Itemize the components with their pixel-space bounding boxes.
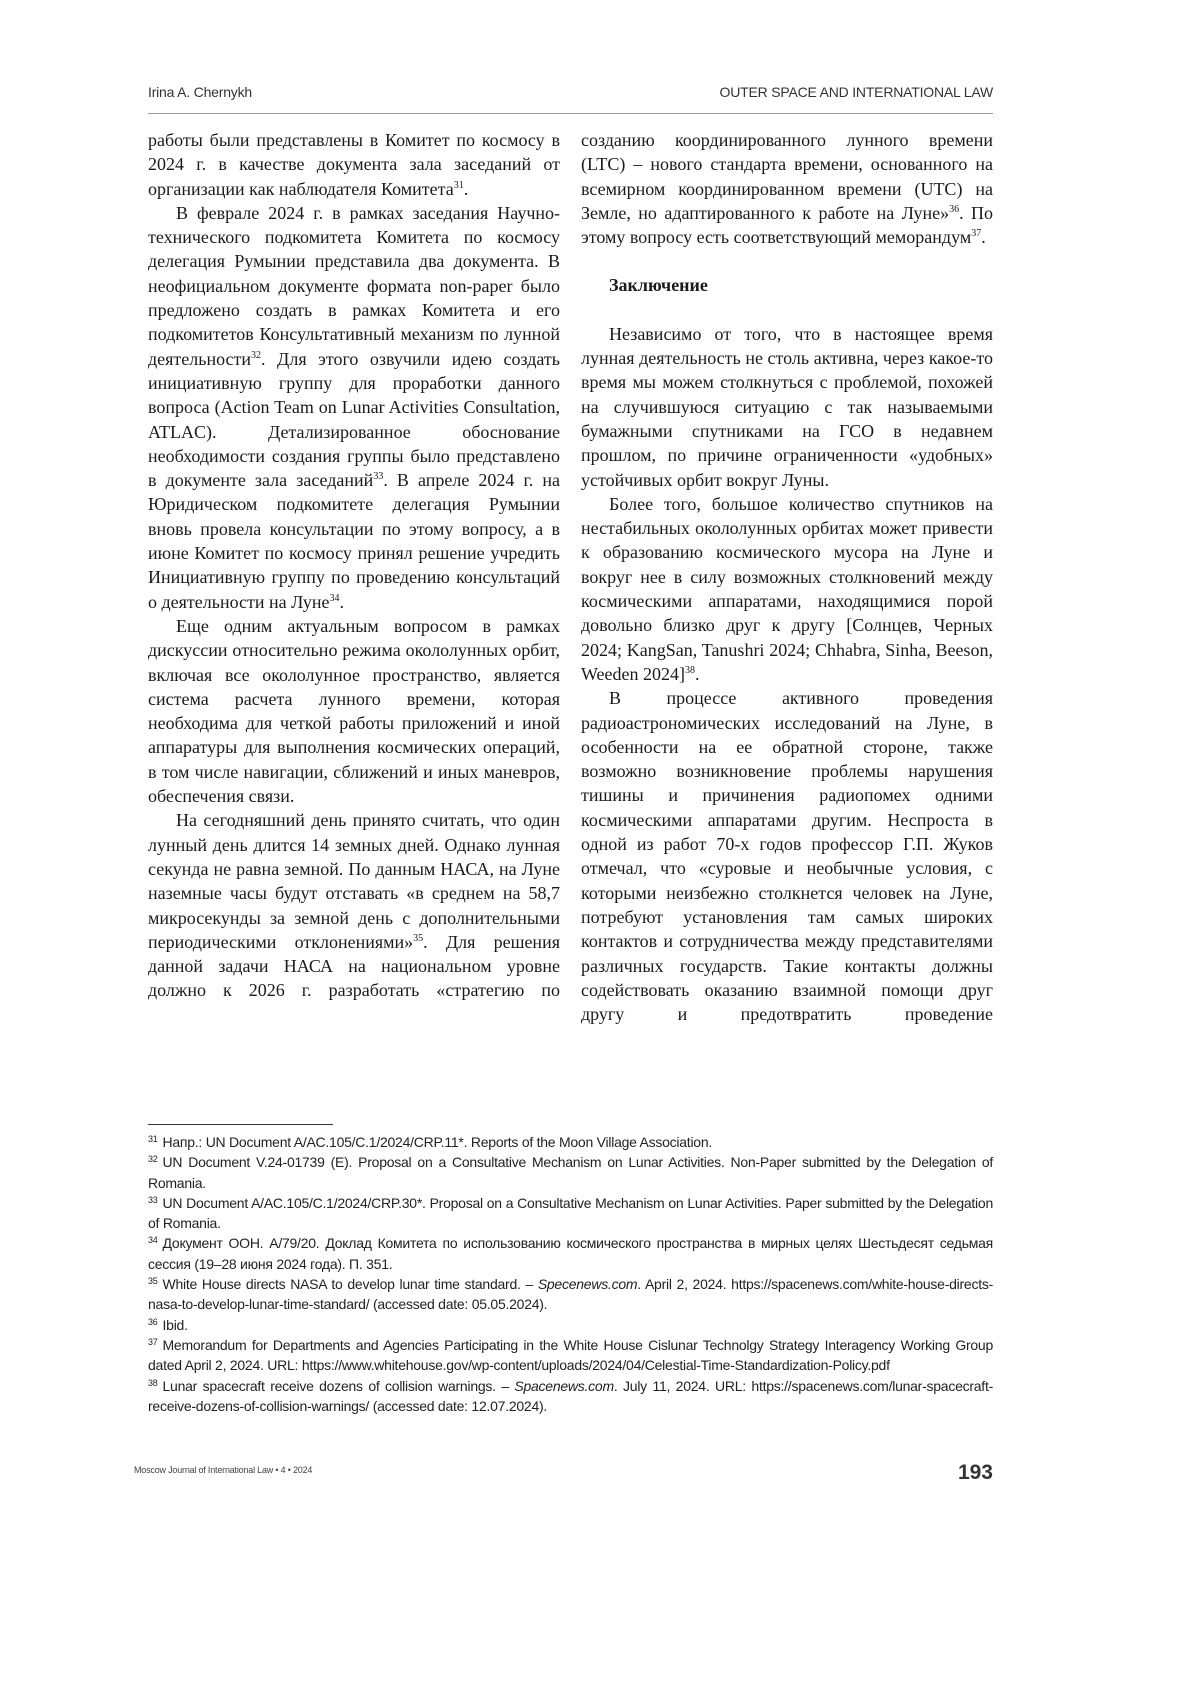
footnote-text[interactable]: Memorandum for Departments and Agencies Participating in the White House Cislunar Technolgy Strategy Interagency Working Group dated April 2, 2024. URL: https://www.whitehouse.gov/wp-content/uploads/2024/04/Celestial-Time-Standardization-Policy.pdf (148, 1337, 993, 1373)
paragraph (148, 128, 560, 201)
header-divider (148, 113, 993, 114)
footnote-number: 31 (148, 1134, 158, 1144)
footnote-text: Lunar spacecraft receive dozens of collision warnings. – (163, 1378, 515, 1394)
footnote-number: 37 (148, 1337, 158, 1347)
footnote-ref[interactable]: 33 (373, 471, 383, 482)
text: . В апреле 2024 г. на Юридическом подкомитете делегация Румынии вновь провела консультации по этому вопросу, а в июне Комитет по космосу принял решение учредить Инициативную группу по проведению консультаций о деятельности на Луне (148, 470, 560, 611)
footnote-ref[interactable]: 32 (251, 350, 261, 361)
footnote-divider (148, 1124, 333, 1125)
source-name: Specenews.com (538, 1276, 637, 1292)
paragraph: В процессе активного проведения радиоастрономических исследований на Луне, в особенности на ее обратной стороне, также возможно возникновение проблемы нарушения тишины и причинения радиопомех одними космическими аппаратами другим. Неспроста в одной из работ 70-х годов профессор Г.П. Жуков отмечал, что «суровые и необычные условия, с которыми неизбежно столкнется человек на Луне, потребуют установления там самых широких контактов и сотрудничества между представителями различных государств. Такие контакты должны содействовать оказанию взаимной помощи друг другу и предотвратить проведение (581, 686, 993, 1026)
footnotes (148, 1132, 993, 1416)
footnote (148, 1315, 993, 1335)
footnote-number: 33 (148, 1195, 158, 1205)
footnote-number: 32 (148, 1154, 158, 1164)
footnote-text: UN Document A/AC.105/C.1/2024/CRP.30*. Proposal on a Consultative Mechanism on Lunar Activities. Paper submitted by the Delegation of Romania. (148, 1195, 993, 1231)
footnote-number: 35 (148, 1276, 158, 1286)
footnote (148, 1193, 993, 1234)
text: . (464, 179, 469, 199)
text: В феврале 2024 г. в рамках заседания Научно-технического подкомитета Комитета по космосу делегация Румынии представила два документа. В неофициальном документе формата non-paper было предложено создать в рамках Комитета и его подкомитетов Консультативный механизм по лунной деятельности (148, 203, 560, 369)
running-header-author: Irina A. Chernykh (148, 84, 252, 100)
text: . По этому вопросу есть соответствующий меморандум (581, 203, 993, 247)
footnote-text: UN Document V.24-01739 (E). Proposal on a Consultative Mechanism on Lunar Activities. Non-Paper submitted by the Delegation of Romania. (148, 1154, 993, 1190)
footnote-ref[interactable]: 35 (413, 933, 423, 944)
paragraph (148, 201, 560, 614)
text: На сегодняшний день принято считать, что один лунный день длится 14 земных дней. Однако лунная секунда не равна земной. По данным НАСА, на Луне наземные часы будут отставать «в среднем на 58,7 микросекунды за земной день с дополнительными периодическими отклонениями» (148, 810, 560, 951)
footnote-text: White House directs NASA to develop lunar time standard. – (163, 1276, 538, 1292)
footnote-ref[interactable]: 34 (330, 593, 340, 604)
paragraph (581, 492, 993, 686)
paragraph (581, 128, 993, 249)
left-column (148, 128, 560, 1003)
running-header-section: OUTER SPACE AND INTERNATIONAL LAW (720, 84, 993, 100)
right-column (581, 128, 993, 1026)
footnote-text[interactable]: . July 11, 2024. URL: https://spacenews.com/lunar-spacecraft-receive-dozens-of-collision-warnings/ (accessed date: 12.07.2024). (148, 1378, 993, 1414)
footnote-ref[interactable]: 37 (971, 228, 981, 239)
footnote (148, 1132, 993, 1152)
footnote-ref[interactable]: 36 (949, 204, 959, 215)
page-number: 193 (958, 1461, 993, 1485)
journal-footer: Moscow Journal of International Law • 4 • 2024 (134, 1465, 312, 1475)
text: работы были представлены в Комитет по космосу в 2024 г. в качестве документа зала заседаний от организации как наблюдателя Комитета (148, 130, 560, 199)
section-heading: Заключение (609, 273, 993, 297)
footnote-text: Документ ООН. А/79/20. Доклад Комитета по использованию космического пространства в мирных целях Шестьдесят седьмая сессия (19–28 июня 2024 года). П. 351. (148, 1235, 993, 1271)
source-name: Spacenews.com (514, 1378, 613, 1394)
paragraph: Независимо от того, что в настоящее время лунная деятельность не столь активна, через какое-то время мы можем столкнуться с проблемой, похожей на случившуюся ситуацию с так называемыми бумажными спутниками на ГСО в недавнем прошлом, по причине ограниченности «удобных» устойчивых орбит вокруг Луны. (581, 322, 993, 492)
footnote-number: 38 (148, 1378, 158, 1388)
paragraph (148, 808, 560, 1002)
text: . Для решения данной задачи НАСА на национальном уровне должно к 2026 г. разработать «стратегию по (148, 932, 560, 1001)
paragraph: Еще одним актуальным вопросом в рамках дискуссии относительно режима окололунных орбит, включая все окололунное пространство, является система расчета лунного времени, которая необходима для четкой работы приложений и иной аппаратуры для выполнения космических операций, в том числе навигации, сближений и иных маневров, обеспечения связи. (148, 614, 560, 808)
footnote-text: Ibid. (163, 1317, 188, 1333)
footnote-number: 36 (148, 1317, 158, 1327)
footnote-ref[interactable]: 31 (454, 180, 464, 191)
footnote (148, 1152, 993, 1193)
footnote (148, 1335, 993, 1376)
text: . Для этого озвучили идею создать инициативную группу для проработки данного вопроса (Action Team on Lunar Activities Consultation, ATLAC). Детализированное обоснование необходимости создания группы было представлено в документе зала заседаний (148, 349, 560, 490)
text: Более того, большое количество спутников на нестабильных окололунных орбитах может привести к образованию космического мусора на Луне и вокруг нее в силу возможных столкновений между космическими аппаратами, находящимися порой довольно близко друг к другу [Солнцев, Черных 2024; KangSan, Tanushri 2024; Chhabra, Sinha, Beeson, Weeden 2024] (581, 494, 993, 684)
text: . (340, 592, 345, 612)
footnote (148, 1233, 993, 1274)
text: созданию координированного лунного времени (LTC) – нового стандарта времени, основанного на всемирном координированном времени (UTC) на Земле, но адаптированного к работе на Луне» (581, 130, 993, 223)
footnote-number: 34 (148, 1235, 158, 1245)
footnote-text[interactable]: . April 2, 2024. https://spacenews.com/white-house-directs-nasa-to-develop-lunar-time-standard/ (accessed date: 05.05.2024). (148, 1276, 993, 1312)
text: . (981, 227, 986, 247)
footnote-ref[interactable]: 38 (685, 665, 695, 676)
footnote-text: Напр.: UN Document A/AC.105/C.1/2024/CRP.11*. Reports of the Moon Village Association. (163, 1134, 713, 1150)
text: . (695, 664, 700, 684)
footnote (148, 1274, 993, 1315)
footnote (148, 1376, 993, 1417)
